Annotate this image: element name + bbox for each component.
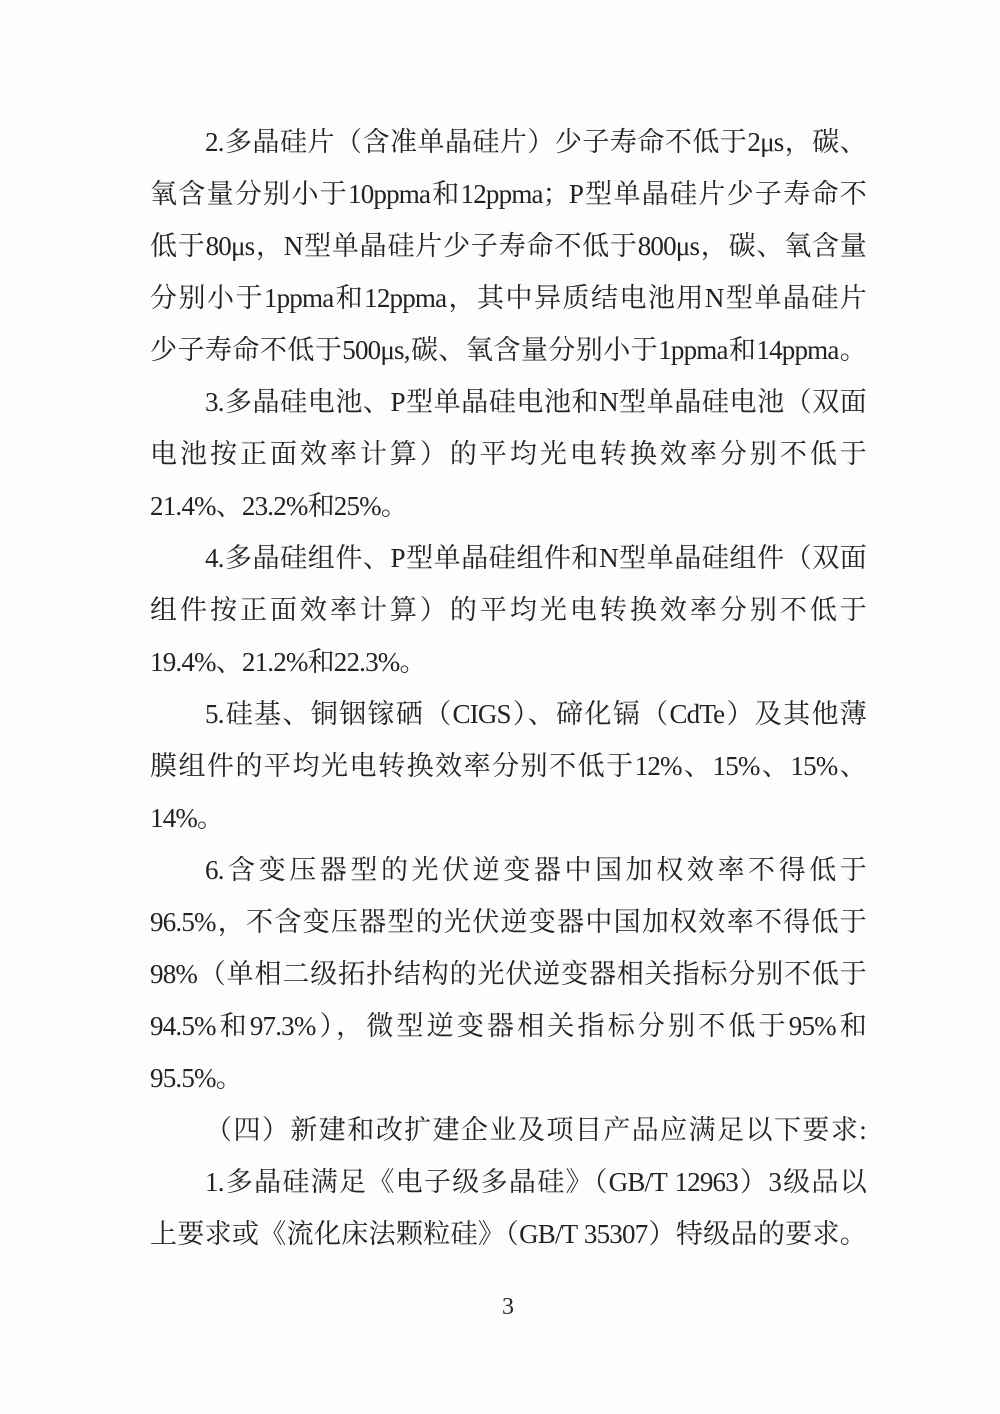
text-line: 5.硅基、铜铟镓硒（CIGS）、碲化镉（CdTe）及其他薄 bbox=[205, 699, 866, 729]
text-line: 少子寿命不低于500μs,碳、氧含量分别小于1ppma和14ppma。 bbox=[150, 335, 866, 365]
document-body bbox=[150, 116, 866, 1260]
text-line: 14%。 bbox=[150, 803, 224, 833]
text-line: 19.4%、21.2%和22.3%。 bbox=[150, 647, 426, 677]
text-line: 95.5%。 bbox=[150, 1063, 242, 1093]
text-line: 94.5%和97.3%），微型逆变器相关指标分别不低于95%和 bbox=[150, 1011, 866, 1041]
page-footer bbox=[150, 1292, 866, 1322]
text-line: 上要求或《流化床法颗粒硅》（GB/T 35307）特级品的要求。 bbox=[150, 1219, 866, 1249]
text-line: 3.多晶硅电池、P型单晶硅电池和N型单晶硅电池（双面 bbox=[205, 387, 866, 417]
text-line: 氧含量分别小于10ppma和12ppma；P型单晶硅片少子寿命不 bbox=[150, 179, 866, 209]
text-line: 21.4%、23.2%和25%。 bbox=[150, 491, 408, 521]
paragraph-item-6 bbox=[150, 844, 866, 1104]
text-line: 电池按正面效率计算）的平均光电转换效率分别不低于 bbox=[150, 439, 866, 469]
paragraph-section-si-heading bbox=[150, 1104, 866, 1156]
paragraph-item-2 bbox=[150, 116, 866, 376]
paragraph-item-3 bbox=[150, 376, 866, 532]
text-line: 2.多晶硅片（含准单晶硅片）少子寿命不低于2μs，碳、 bbox=[205, 127, 866, 157]
text-line: 6.含变压器型的光伏逆变器中国加权效率不得低于 bbox=[205, 855, 866, 885]
text-line: 1.多晶硅满足《电子级多晶硅》（GB/T 12963）3级品以 bbox=[205, 1167, 866, 1197]
paragraph-item-1 bbox=[150, 1156, 866, 1260]
page-number: 3 bbox=[502, 1294, 514, 1320]
text-line: 组件按正面效率计算）的平均光电转换效率分别不低于 bbox=[150, 595, 866, 625]
paragraph-item-5 bbox=[150, 688, 866, 844]
text-line: 分别小于1ppma和12ppma，其中异质结电池用N型单晶硅片 bbox=[150, 283, 866, 313]
text-line: 膜组件的平均光电转换效率分别不低于12%、15%、15%、 bbox=[150, 751, 866, 781]
text-line: （四）新建和改扩建企业及项目产品应满足以下要求: bbox=[205, 1115, 866, 1145]
text-line: 96.5%，不含变压器型的光伏逆变器中国加权效率不得低于 bbox=[150, 907, 866, 937]
text-line: 低于80μs，N型单晶硅片少子寿命不低于800μs，碳、氧含量 bbox=[150, 231, 866, 261]
text-line: 98%（单相二级拓扑结构的光伏逆变器相关指标分别不低于 bbox=[150, 959, 866, 989]
text-line: 4.多晶硅组件、P型单晶硅组件和N型单晶硅组件（双面 bbox=[205, 543, 866, 573]
paragraph-item-4 bbox=[150, 532, 866, 688]
